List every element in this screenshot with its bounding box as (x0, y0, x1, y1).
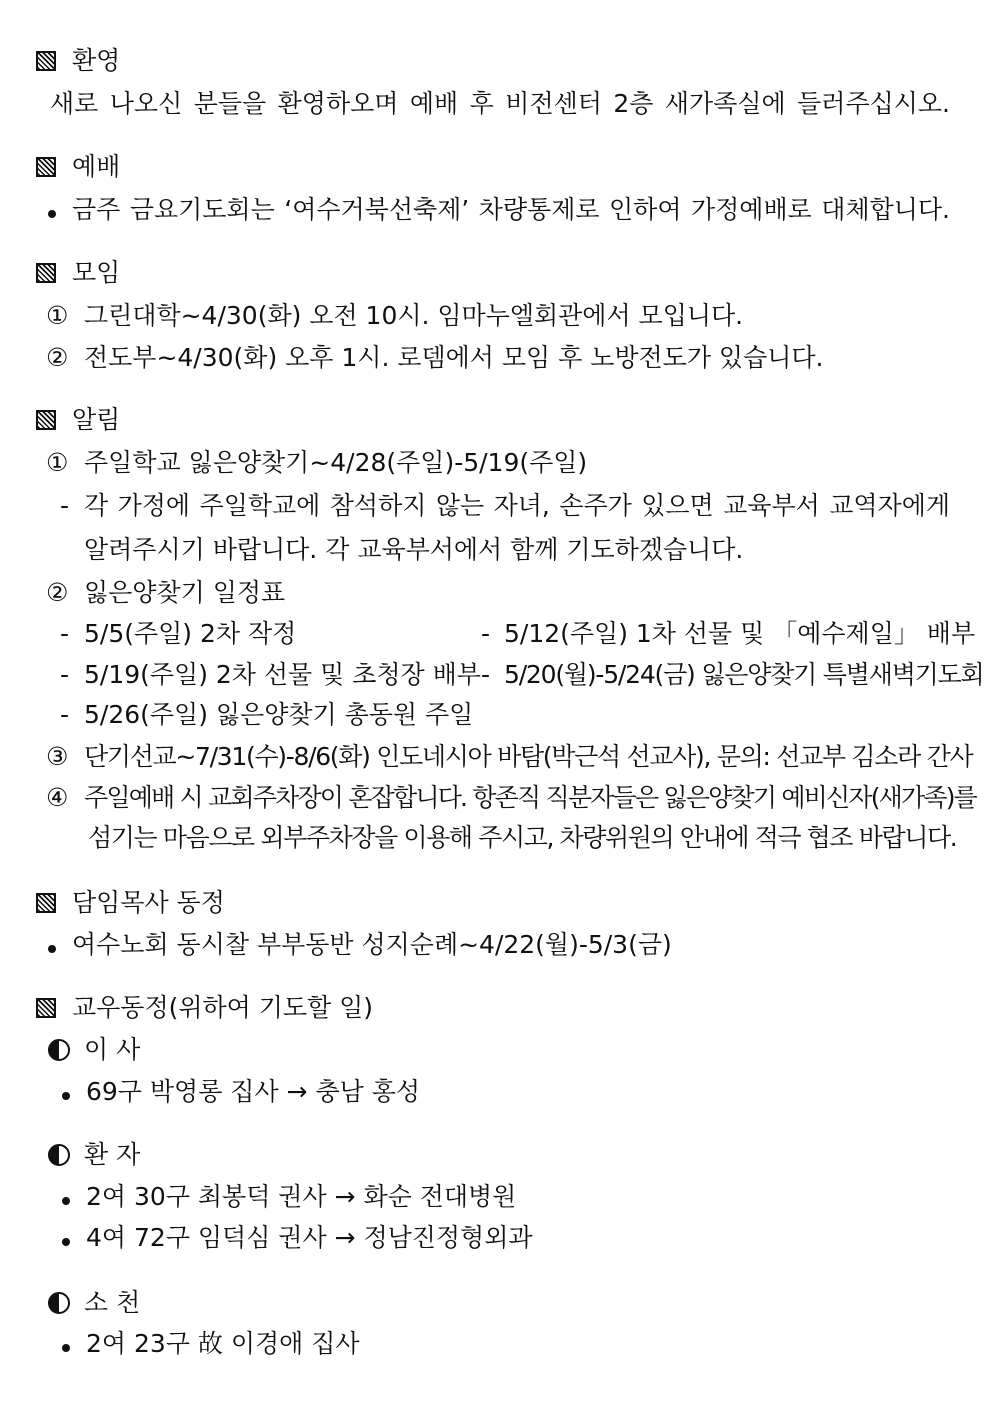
item-number: ① (46, 301, 69, 330)
item-number: ② (46, 578, 69, 607)
list-item: 2여 30구 최봉덕 권사 → 화순 전대병원 (86, 1182, 517, 1211)
schedule-entry: 5/20(월)-5/24(금) 잃은양찾기 특별새벽기도회 (504, 660, 984, 689)
hatched-square-icon (36, 51, 56, 71)
notice-detail-continued (0, 530, 992, 570)
half-circle-icon (48, 1144, 70, 1166)
dash-marker: - (481, 619, 491, 648)
item-number: ④ (46, 783, 69, 812)
section-welcome-heading (0, 41, 992, 81)
welcome-text (0, 84, 992, 124)
schedule-entry: 5/5(주일) 2차 작정 (84, 619, 297, 648)
meeting-item (0, 338, 992, 378)
section-worship-heading (0, 147, 992, 187)
paragraph: 새로 나오신 분들을 환영하오며 예배 후 비전센터 2층 새가족실에 들러주십시오. (50, 89, 950, 118)
half-circle-icon (48, 1292, 70, 1314)
schedule-entry: 5/12(주일) 1차 선물 및 「예수제일」 배부 (504, 619, 976, 648)
item-number: ③ (46, 742, 69, 771)
schedule-row (0, 695, 992, 735)
section-meetings-heading (0, 253, 992, 293)
dash-marker: - (60, 660, 70, 689)
bullet-icon (48, 210, 56, 218)
dash-marker: - (481, 660, 491, 689)
member-item (0, 1324, 992, 1364)
section-members-heading (0, 988, 992, 1028)
dash-marker: - (60, 491, 70, 520)
notice-item-4-continued (0, 818, 992, 858)
notice-text: 섬기는 마음으로 외부주차장을 이용해 주시고, 차량위원의 안내에 적극 협조 바랍니다. (88, 823, 957, 852)
member-group-patients (0, 1135, 992, 1175)
notice-text: 주일예배 시 교회주차장이 혼잡합니다. 항존직 직분자들은 잃은양찾기 예비신자(새가족)를 (84, 783, 977, 812)
list-item: 4여 72구 임덕심 권사 → 정남진정형외과 (86, 1223, 533, 1252)
section-heading: 예배 (72, 152, 121, 181)
schedule-row (0, 655, 992, 695)
bullet-icon (62, 1238, 70, 1246)
notice-detail (0, 486, 992, 526)
member-group-deceased (0, 1283, 992, 1323)
list-item: 여수노회 동시찰 부부동반 성지순례~4/22(월)-5/3(금) (72, 930, 672, 959)
list-item: 금주 금요기도회는 ‘여수거북선축제’ 차량통제로 인하여 가정예배로 대체합니다. (72, 195, 950, 224)
hatched-square-icon (36, 893, 56, 913)
notice-text: 단기선교~7/31(수)-8/6(화) 인도네시아 바탐(박근석 선교사), 문의: 선교부 김소라 간사 (84, 742, 973, 771)
list-item: 2여 23구 故 이경애 집사 (86, 1329, 360, 1358)
detail-text: 알려주시기 바랍니다. 각 교육부서에서 함께 기도하겠습니다. (84, 535, 744, 564)
member-group-moving (0, 1030, 992, 1070)
group-title: 소 천 (84, 1288, 141, 1317)
group-title: 환 자 (84, 1140, 141, 1169)
hatched-square-icon (36, 157, 56, 177)
item-number: ② (46, 343, 69, 372)
notice-title: 잃은양찾기 일정표 (84, 578, 286, 607)
notice-item-2 (0, 573, 992, 613)
worship-item (0, 190, 992, 230)
schedule-entry: 5/26(주일) 잃은양찾기 총동원 주일 (84, 700, 474, 729)
item-number: ① (46, 448, 69, 477)
meeting-item (0, 296, 992, 336)
list-item: 전도부~4/30(화) 오후 1시. 로뎀에서 모임 후 노방전도가 있습니다. (84, 343, 824, 372)
hatched-square-icon (36, 263, 56, 283)
notice-item-1 (0, 443, 992, 483)
bullet-icon (62, 1344, 70, 1352)
bullet-icon (48, 945, 56, 953)
schedule-entry: 5/19(주일) 2차 선물 및 초청장 배부 (84, 660, 481, 689)
notice-title: 주일학교 잃은양찾기~4/28(주일)-5/19(주일) (84, 448, 588, 477)
section-heading: 모임 (72, 258, 121, 287)
dash-marker: - (60, 700, 70, 729)
bullet-icon (62, 1092, 70, 1100)
half-circle-icon (48, 1039, 70, 1061)
section-heading: 담임목사 동정 (72, 888, 225, 917)
bullet-icon (62, 1197, 70, 1205)
member-item (0, 1218, 992, 1258)
section-heading: 알림 (72, 405, 121, 434)
schedule-row (0, 614, 992, 654)
section-heading: 교우동정(위하여 기도할 일) (72, 993, 374, 1022)
member-item (0, 1177, 992, 1217)
notice-item-3 (0, 737, 992, 777)
hatched-square-icon (36, 410, 56, 430)
group-title: 이 사 (84, 1035, 141, 1064)
list-item: 69구 박영롱 집사 → 충남 홍성 (86, 1077, 420, 1106)
notice-item-4 (0, 778, 992, 818)
section-heading: 환영 (72, 46, 121, 75)
detail-text: 각 가정에 주일학교에 참석하지 않는 자녀, 손주가 있으면 교육부서 교역자에게 (84, 491, 950, 520)
pastor-item (0, 925, 992, 965)
list-item: 그린대학~4/30(화) 오전 10시. 임마누엘회관에서 모입니다. (84, 301, 744, 330)
section-pastor-heading (0, 883, 992, 923)
section-notices-heading (0, 400, 992, 440)
member-item (0, 1072, 992, 1112)
hatched-square-icon (36, 998, 56, 1018)
dash-marker: - (60, 619, 70, 648)
